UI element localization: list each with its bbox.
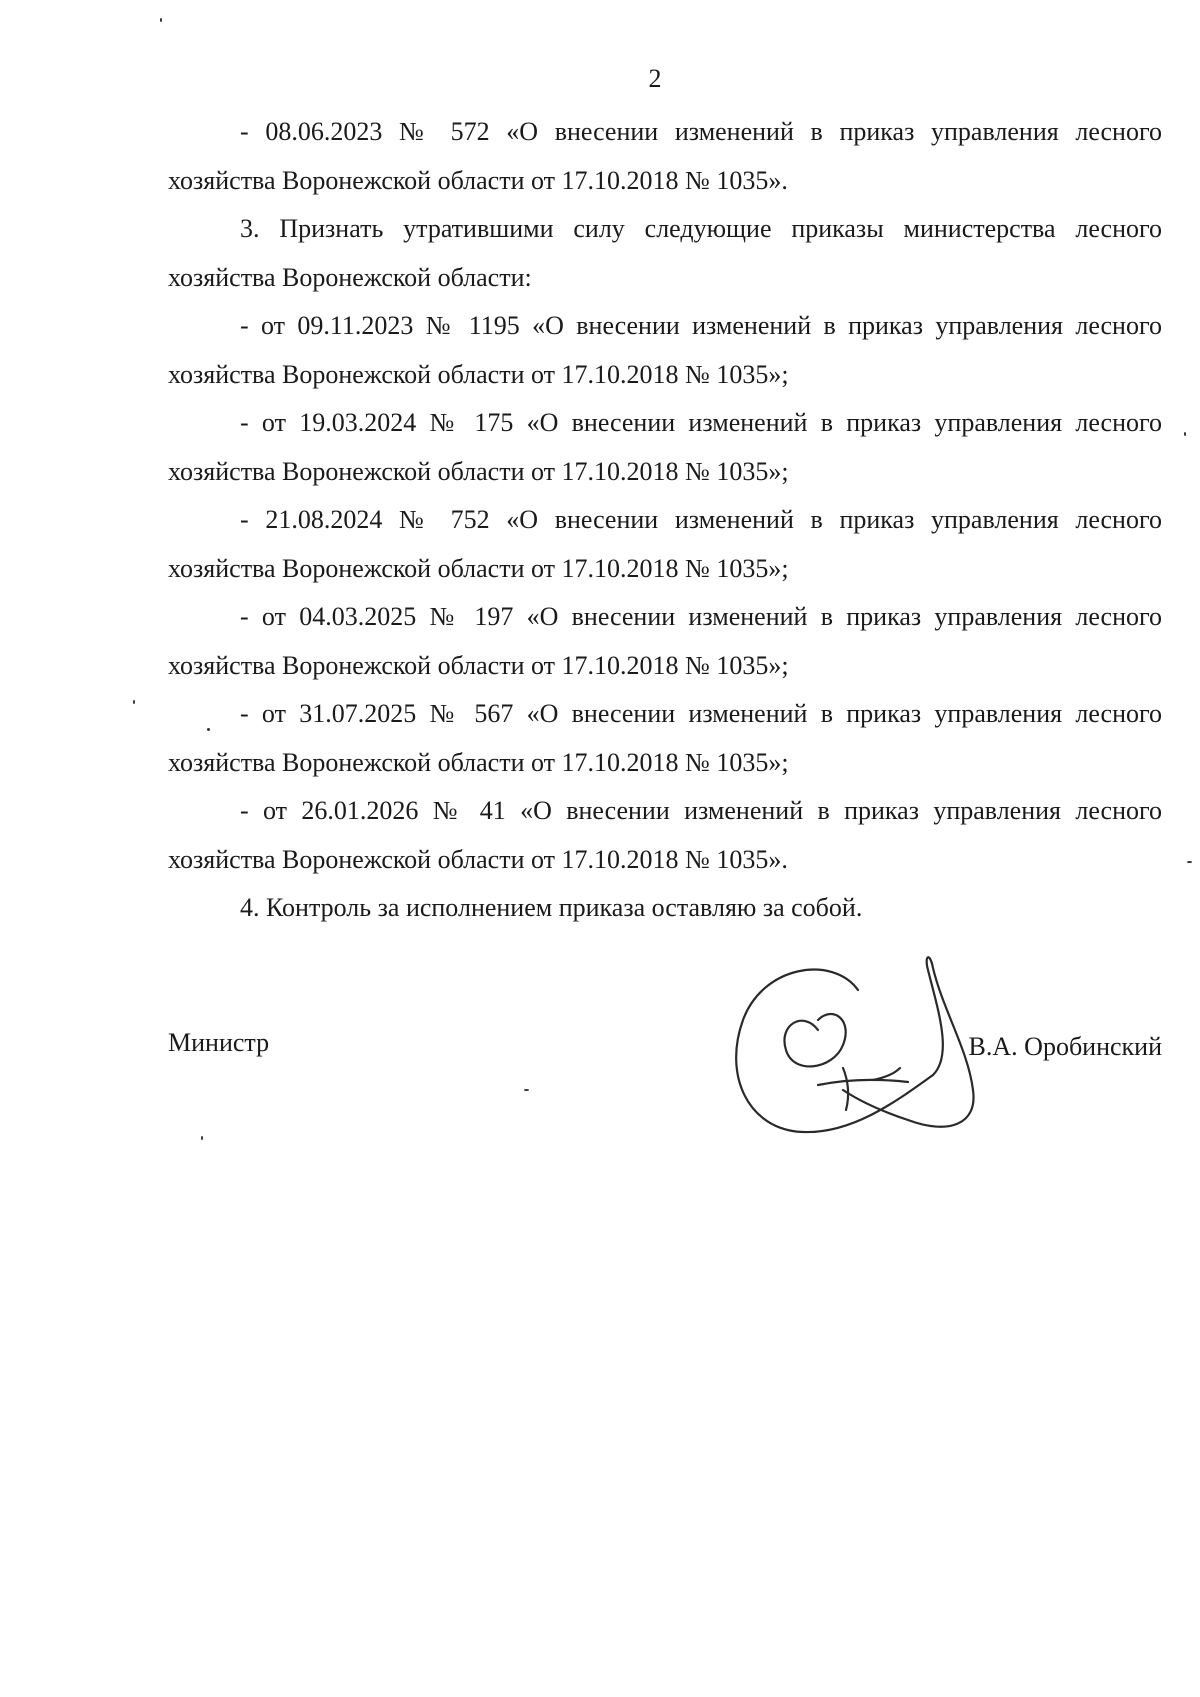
scan-speck xyxy=(201,1136,203,1140)
document-body xyxy=(168,108,1162,933)
signatory-name: В.А. Оробинский xyxy=(968,1032,1162,1061)
scan-speck xyxy=(207,728,210,731)
paragraph-repealed-2024-175: - от 19.03.2024 № 175 «О внесении изменений в приказ управления лесного хозяйства Воронежской области от 17.10.2018 № 1035»; xyxy=(168,408,1162,486)
signatory-position: Министр xyxy=(168,1028,270,1057)
signature-block xyxy=(168,960,1162,1160)
scan-speck xyxy=(1184,432,1186,436)
scan-speck xyxy=(1187,861,1192,863)
paragraph-item-4: 4. Контроль за исполнением приказа оставляю за собой. xyxy=(240,893,863,922)
paragraph-repealed-2026-41: - от 26.01.2026 № 41 «О внесении изменений в приказ управления лесного хозяйства Воронежской области от 17.10.2018 № 1035». xyxy=(168,796,1162,874)
paragraph-item-3: 3. Признать утратившими силу следующие приказы министерства лесного хозяйства Воронежской области: xyxy=(168,214,1162,292)
paragraph-repealed-2024-752: - 21.08.2024 № 752 «О внесении изменений в приказ управления лесного хозяйства Воронежской области от 17.10.2018 № 1035»; xyxy=(168,505,1162,583)
scan-speck xyxy=(160,18,162,22)
paragraph-repealed-2023-1195: - от 09.11.2023 № 1195 «О внесении изменений в приказ управления лесного хозяйства Воронежской области от 17.10.2018 № 1035»; xyxy=(168,311,1162,389)
scan-speck xyxy=(133,700,135,704)
paragraph-repealed-2025-567: - от 31.07.2025 № 567 «О внесении изменений в приказ управления лесного хозяйства Воронежской области от 17.10.2018 № 1035»; xyxy=(168,699,1162,777)
scan-speck xyxy=(524,1089,529,1091)
paragraph-amendment-2023-572: - 08.06.2023 № 572 «О внесении изменений в приказ управления лесного хозяйства Воронежской области от 17.10.2018 № 1035». xyxy=(168,117,1162,195)
page-number: 2 xyxy=(648,64,662,93)
paragraph-repealed-2025-197: - от 04.03.2025 № 197 «О внесении изменений в приказ управления лесного хозяйства Воронежской области от 17.10.2018 № 1035»; xyxy=(168,602,1162,680)
